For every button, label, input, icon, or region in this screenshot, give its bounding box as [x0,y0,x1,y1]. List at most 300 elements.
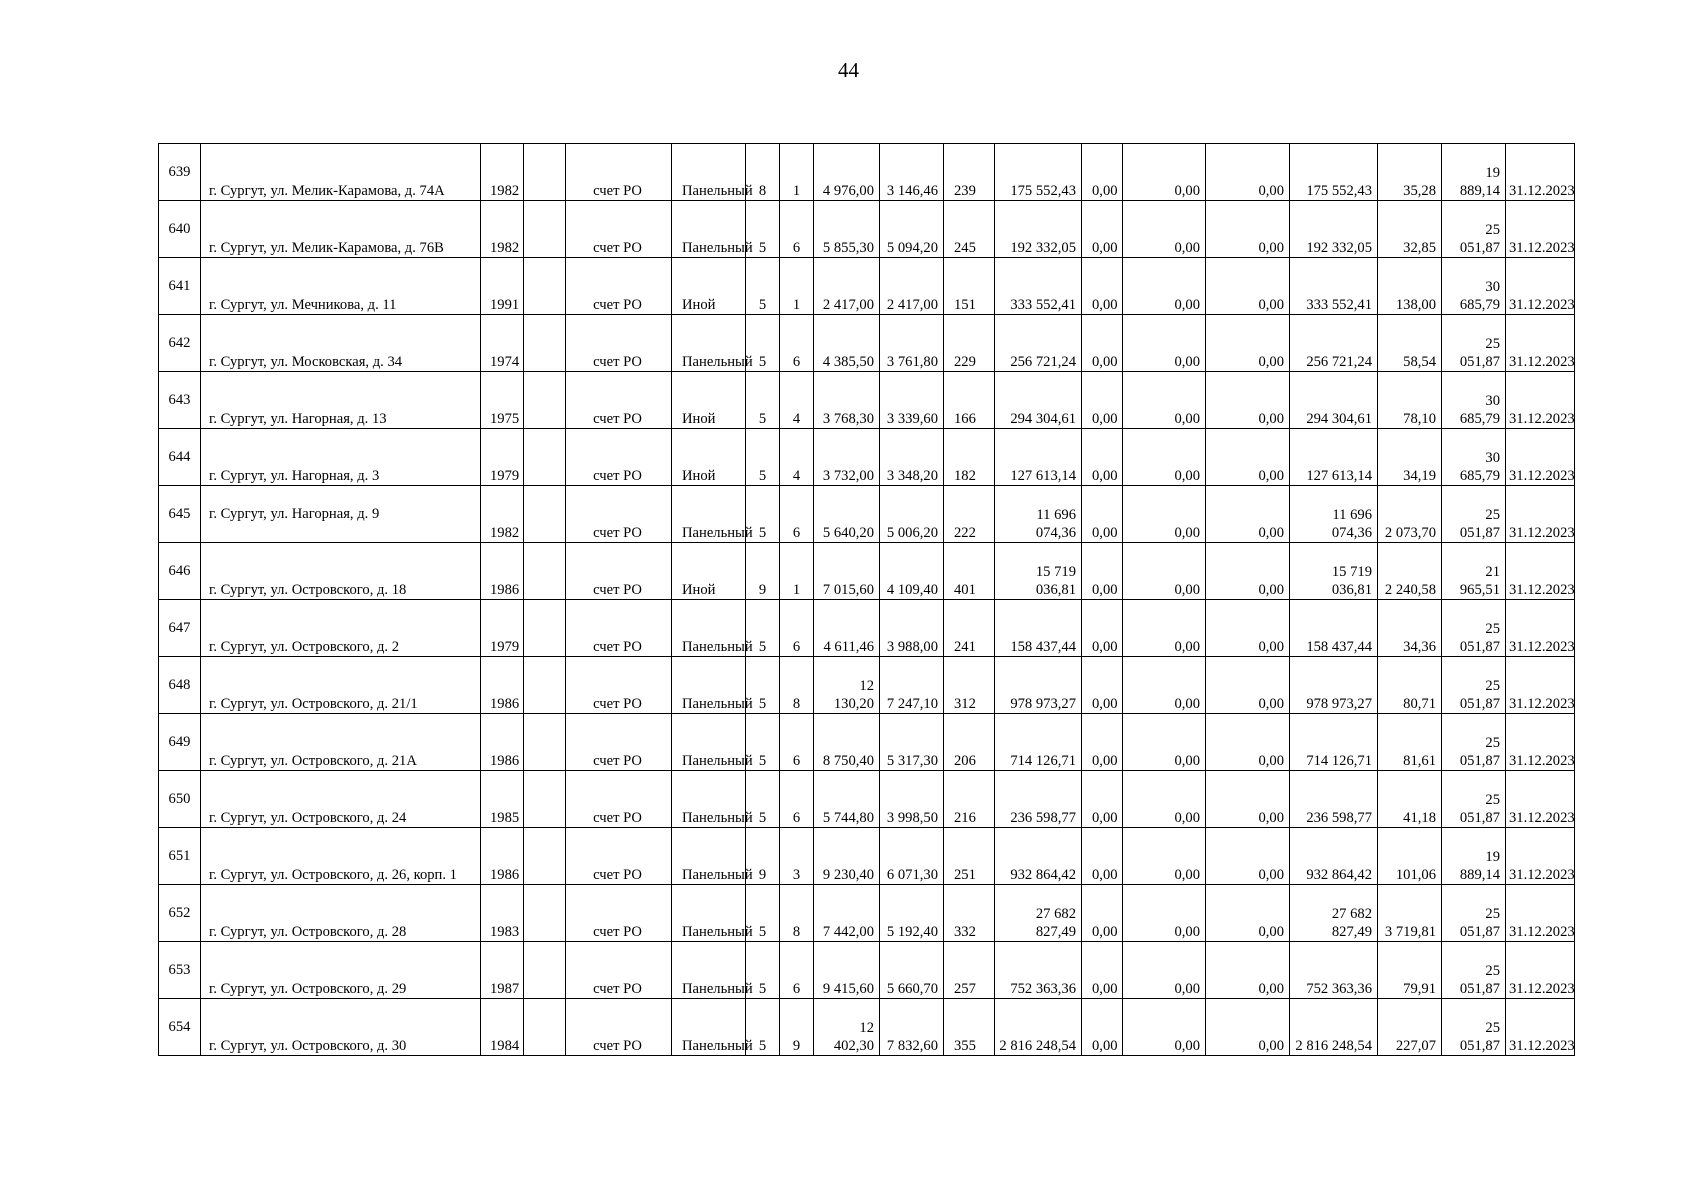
completion-date-cell: 31.12.2023 [1506,999,1575,1056]
fund-source-3-cell: 0,00 [1206,657,1290,714]
total-area-cell: 5 640,20 [814,486,880,543]
fund-source-3-cell: 0,00 [1206,486,1290,543]
account-cell: счет РО [566,429,672,486]
wall-material-cell: Иной [672,429,746,486]
entrances-cell: 1 [780,144,814,201]
cost-per-m2-cell: 78,10 [1378,372,1442,429]
fund-source-1-cell: 0,00 [1082,885,1123,942]
total-cost-cell: 15 719 036,81 [995,543,1082,600]
year-cell: 1982 [481,144,524,201]
floors-cell: 5 [746,201,780,258]
empty-cell [524,201,566,258]
entrances-cell: 6 [780,201,814,258]
empty-cell [524,771,566,828]
fund-source-4-cell: 256 721,24 [1290,315,1378,372]
fund-source-2-cell: 0,00 [1123,657,1206,714]
fund-source-3-cell: 0,00 [1206,429,1290,486]
fund-source-2-cell: 0,00 [1123,315,1206,372]
cost-per-m2-cell: 32,85 [1378,201,1442,258]
max-cost-cell: 19 889,14 [1442,828,1506,885]
table-row [159,999,1575,1056]
fund-source-2-cell: 0,00 [1123,543,1206,600]
residents-cell: 355 [944,999,995,1056]
living-area-cell: 3 761,80 [880,315,944,372]
fund-source-1-cell: 0,00 [1082,144,1123,201]
living-area-cell: 5 317,30 [880,714,944,771]
empty-cell [524,999,566,1056]
living-area-cell: 7 247,10 [880,657,944,714]
empty-cell [524,315,566,372]
account-cell: счет РО [566,657,672,714]
cost-per-m2-cell: 2 240,58 [1378,543,1442,600]
row-number-cell: 654 [159,999,201,1056]
fund-source-4-cell: 158 437,44 [1290,600,1378,657]
fund-source-4-cell: 978 973,27 [1290,657,1378,714]
cost-per-m2-cell: 227,07 [1378,999,1442,1056]
fund-source-2-cell: 0,00 [1123,828,1206,885]
total-cost-cell: 752 363,36 [995,942,1082,999]
page-number: 44 [838,58,859,82]
empty-cell [524,657,566,714]
row-number-cell: 642 [159,315,201,372]
address-cell: г. Сургут, ул. Нагорная, д. 13 [201,372,481,429]
residents-cell: 332 [944,885,995,942]
fund-source-4-cell: 127 613,14 [1290,429,1378,486]
fund-source-3-cell: 0,00 [1206,144,1290,201]
row-number-cell: 645 [159,486,201,543]
entrances-cell: 9 [780,999,814,1056]
row-number-cell: 644 [159,429,201,486]
year-cell: 1986 [481,714,524,771]
address-cell: г. Сургут, ул. Островского, д. 26, корп. 1 [201,828,481,885]
row-number-cell: 643 [159,372,201,429]
entrances-cell: 8 [780,885,814,942]
year-cell: 1982 [481,486,524,543]
cost-per-m2-cell: 35,28 [1378,144,1442,201]
empty-cell [524,429,566,486]
account-cell: счет РО [566,828,672,885]
empty-cell [524,942,566,999]
fund-source-3-cell: 0,00 [1206,999,1290,1056]
wall-material-cell: Панельный [672,771,746,828]
completion-date-cell: 31.12.2023 [1506,657,1575,714]
fund-source-2-cell: 0,00 [1123,714,1206,771]
max-cost-cell: 25 051,87 [1442,771,1506,828]
fund-source-3-cell: 0,00 [1206,885,1290,942]
fund-source-3-cell: 0,00 [1206,600,1290,657]
row-number-cell: 653 [159,942,201,999]
fund-source-1-cell: 0,00 [1082,258,1123,315]
fund-source-2-cell: 0,00 [1123,999,1206,1056]
max-cost-cell: 25 051,87 [1442,942,1506,999]
total-cost-cell: 236 598,77 [995,771,1082,828]
completion-date-cell: 31.12.2023 [1506,429,1575,486]
account-cell: счет РО [566,771,672,828]
floors-cell: 5 [746,999,780,1056]
wall-material-cell: Панельный [672,828,746,885]
fund-source-1-cell: 0,00 [1082,372,1123,429]
year-cell: 1986 [481,543,524,600]
completion-date-cell: 31.12.2023 [1506,144,1575,201]
residents-cell: 166 [944,372,995,429]
floors-cell: 5 [746,657,780,714]
wall-material-cell: Панельный [672,201,746,258]
max-cost-cell: 21 965,51 [1442,543,1506,600]
fund-source-1-cell: 0,00 [1082,714,1123,771]
living-area-cell: 3 998,50 [880,771,944,828]
account-cell: счет РО [566,714,672,771]
row-number-cell: 639 [159,144,201,201]
year-cell: 1987 [481,942,524,999]
living-area-cell: 7 832,60 [880,999,944,1056]
completion-date-cell: 31.12.2023 [1506,486,1575,543]
entrances-cell: 6 [780,315,814,372]
fund-source-4-cell: 175 552,43 [1290,144,1378,201]
address-cell: г. Сургут, ул. Мелик-Карамова, д. 76В [201,201,481,258]
account-cell: счет РО [566,201,672,258]
entrances-cell: 6 [780,714,814,771]
fund-source-1-cell: 0,00 [1082,942,1123,999]
max-cost-cell: 25 051,87 [1442,201,1506,258]
fund-source-3-cell: 0,00 [1206,315,1290,372]
entrances-cell: 6 [780,771,814,828]
fund-source-2-cell: 0,00 [1123,486,1206,543]
floors-cell: 5 [746,714,780,771]
residents-cell: 251 [944,828,995,885]
fund-source-4-cell: 11 696 074,36 [1290,486,1378,543]
address-cell: г. Сургут, ул. Островского, д. 21/1 [201,657,481,714]
table-row [159,429,1575,486]
table-row [159,885,1575,942]
total-area-cell: 3 732,00 [814,429,880,486]
living-area-cell: 3 146,46 [880,144,944,201]
max-cost-cell: 25 051,87 [1442,657,1506,714]
address-cell: г. Сургут, ул. Мечникова, д. 11 [201,258,481,315]
row-number-cell: 646 [159,543,201,600]
fund-source-4-cell: 752 363,36 [1290,942,1378,999]
address-cell: г. Сургут, ул. Нагорная, д. 9 [201,486,481,543]
residents-cell: 229 [944,315,995,372]
residents-cell: 257 [944,942,995,999]
row-number-cell: 640 [159,201,201,258]
address-cell: г. Сургут, ул. Островского, д. 24 [201,771,481,828]
residents-cell: 245 [944,201,995,258]
living-area-cell: 5 660,70 [880,942,944,999]
total-cost-cell: 27 682 827,49 [995,885,1082,942]
fund-source-2-cell: 0,00 [1123,144,1206,201]
total-cost-cell: 333 552,41 [995,258,1082,315]
residents-cell: 239 [944,144,995,201]
cost-per-m2-cell: 80,71 [1378,657,1442,714]
max-cost-cell: 25 051,87 [1442,315,1506,372]
total-cost-cell: 256 721,24 [995,315,1082,372]
total-cost-cell: 714 126,71 [995,714,1082,771]
address-cell: г. Сургут, ул. Островского, д. 21А [201,714,481,771]
fund-source-4-cell: 15 719 036,81 [1290,543,1378,600]
empty-cell [524,144,566,201]
total-cost-cell: 978 973,27 [995,657,1082,714]
completion-date-cell: 31.12.2023 [1506,372,1575,429]
table-row [159,144,1575,201]
completion-date-cell: 31.12.2023 [1506,258,1575,315]
entrances-cell: 1 [780,258,814,315]
fund-source-2-cell: 0,00 [1123,771,1206,828]
total-area-cell: 4 385,50 [814,315,880,372]
max-cost-cell: 25 051,87 [1442,885,1506,942]
account-cell: счет РО [566,372,672,429]
living-area-cell: 5 006,20 [880,486,944,543]
fund-source-1-cell: 0,00 [1082,429,1123,486]
account-cell: счет РО [566,543,672,600]
total-cost-cell: 11 696 074,36 [995,486,1082,543]
fund-source-1-cell: 0,00 [1082,999,1123,1056]
table-row [159,258,1575,315]
living-area-cell: 3 988,00 [880,600,944,657]
year-cell: 1991 [481,258,524,315]
cost-per-m2-cell: 34,19 [1378,429,1442,486]
total-cost-cell: 294 304,61 [995,372,1082,429]
floors-cell: 5 [746,486,780,543]
total-cost-cell: 2 816 248,54 [995,999,1082,1056]
total-area-cell: 7 015,60 [814,543,880,600]
fund-source-3-cell: 0,00 [1206,543,1290,600]
address-cell: г. Сургут, ул. Московская, д. 34 [201,315,481,372]
row-number-cell: 641 [159,258,201,315]
wall-material-cell: Панельный [672,999,746,1056]
floors-cell: 5 [746,429,780,486]
empty-cell [524,372,566,429]
floors-cell: 5 [746,771,780,828]
total-cost-cell: 127 613,14 [995,429,1082,486]
wall-material-cell: Панельный [672,600,746,657]
max-cost-cell: 25 051,87 [1442,714,1506,771]
cost-per-m2-cell: 3 719,81 [1378,885,1442,942]
wall-material-cell: Панельный [672,885,746,942]
account-cell: счет РО [566,144,672,201]
account-cell: счет РО [566,885,672,942]
year-cell: 1983 [481,885,524,942]
entrances-cell: 1 [780,543,814,600]
max-cost-cell: 30 685,79 [1442,258,1506,315]
row-number-cell: 649 [159,714,201,771]
entrances-cell: 6 [780,942,814,999]
fund-source-4-cell: 27 682 827,49 [1290,885,1378,942]
cost-per-m2-cell: 2 073,70 [1378,486,1442,543]
empty-cell [524,486,566,543]
total-area-cell: 9 230,40 [814,828,880,885]
completion-date-cell: 31.12.2023 [1506,201,1575,258]
living-area-cell: 5 192,40 [880,885,944,942]
cost-per-m2-cell: 58,54 [1378,315,1442,372]
completion-date-cell: 31.12.2023 [1506,771,1575,828]
total-cost-cell: 158 437,44 [995,600,1082,657]
row-number-cell: 652 [159,885,201,942]
wall-material-cell: Панельный [672,144,746,201]
fund-source-4-cell: 236 598,77 [1290,771,1378,828]
living-area-cell: 2 417,00 [880,258,944,315]
address-cell: г. Сургут, ул. Нагорная, д. 3 [201,429,481,486]
living-area-cell: 4 109,40 [880,543,944,600]
address-cell: г. Сургут, ул. Мелик-Карамова, д. 74А [201,144,481,201]
total-cost-cell: 175 552,43 [995,144,1082,201]
table-row [159,714,1575,771]
table-row [159,828,1575,885]
completion-date-cell: 31.12.2023 [1506,942,1575,999]
address-cell: г. Сургут, ул. Островского, д. 29 [201,942,481,999]
wall-material-cell: Иной [672,372,746,429]
residents-cell: 241 [944,600,995,657]
completion-date-cell: 31.12.2023 [1506,600,1575,657]
account-cell: счет РО [566,999,672,1056]
residents-cell: 151 [944,258,995,315]
max-cost-cell: 25 051,87 [1442,600,1506,657]
fund-source-4-cell: 714 126,71 [1290,714,1378,771]
account-cell: счет РО [566,486,672,543]
row-number-cell: 648 [159,657,201,714]
living-area-cell: 3 348,20 [880,429,944,486]
year-cell: 1985 [481,771,524,828]
cost-per-m2-cell: 81,61 [1378,714,1442,771]
fund-source-2-cell: 0,00 [1123,201,1206,258]
floors-cell: 5 [746,942,780,999]
total-cost-cell: 932 864,42 [995,828,1082,885]
total-area-cell: 2 417,00 [814,258,880,315]
account-cell: счет РО [566,315,672,372]
total-area-cell: 9 415,60 [814,942,880,999]
floors-cell: 5 [746,372,780,429]
year-cell: 1975 [481,372,524,429]
entrances-cell: 6 [780,486,814,543]
cost-per-m2-cell: 34,36 [1378,600,1442,657]
year-cell: 1979 [481,600,524,657]
entrances-cell: 4 [780,372,814,429]
year-cell: 1984 [481,999,524,1056]
fund-source-2-cell: 0,00 [1123,258,1206,315]
empty-cell [524,258,566,315]
fund-source-4-cell: 192 332,05 [1290,201,1378,258]
floors-cell: 9 [746,828,780,885]
total-area-cell: 3 768,30 [814,372,880,429]
fund-source-4-cell: 294 304,61 [1290,372,1378,429]
wall-material-cell: Панельный [672,942,746,999]
year-cell: 1974 [481,315,524,372]
fund-source-2-cell: 0,00 [1123,600,1206,657]
table-row [159,771,1575,828]
table-row [159,201,1575,258]
wall-material-cell: Панельный [672,315,746,372]
year-cell: 1982 [481,201,524,258]
fund-source-1-cell: 0,00 [1082,600,1123,657]
living-area-cell: 3 339,60 [880,372,944,429]
fund-source-2-cell: 0,00 [1123,885,1206,942]
wall-material-cell: Иной [672,543,746,600]
residents-cell: 182 [944,429,995,486]
address-cell: г. Сургут, ул. Островского, д. 18 [201,543,481,600]
completion-date-cell: 31.12.2023 [1506,885,1575,942]
fund-source-2-cell: 0,00 [1123,429,1206,486]
fund-source-3-cell: 0,00 [1206,714,1290,771]
residents-cell: 216 [944,771,995,828]
max-cost-cell: 30 685,79 [1442,372,1506,429]
fund-source-3-cell: 0,00 [1206,942,1290,999]
max-cost-cell: 25 051,87 [1442,999,1506,1056]
fund-source-3-cell: 0,00 [1206,828,1290,885]
entrances-cell: 4 [780,429,814,486]
cost-per-m2-cell: 79,91 [1378,942,1442,999]
total-area-cell: 4 976,00 [814,144,880,201]
residents-cell: 401 [944,543,995,600]
fund-source-1-cell: 0,00 [1082,486,1123,543]
year-cell: 1986 [481,657,524,714]
empty-cell [524,714,566,771]
fund-source-3-cell: 0,00 [1206,771,1290,828]
address-cell: г. Сургут, ул. Островского, д. 28 [201,885,481,942]
fund-source-3-cell: 0,00 [1206,201,1290,258]
account-cell: счет РО [566,600,672,657]
total-area-cell: 12 130,20 [814,657,880,714]
wall-material-cell: Панельный [672,657,746,714]
total-area-cell: 12 402,30 [814,999,880,1056]
living-area-cell: 5 094,20 [880,201,944,258]
floors-cell: 5 [746,315,780,372]
floors-cell: 5 [746,600,780,657]
max-cost-cell: 19 889,14 [1442,144,1506,201]
wall-material-cell: Панельный [672,486,746,543]
completion-date-cell: 31.12.2023 [1506,714,1575,771]
housing-registry-table [158,143,1575,1056]
empty-cell [524,885,566,942]
account-cell: счет РО [566,258,672,315]
fund-source-2-cell: 0,00 [1123,942,1206,999]
empty-cell [524,543,566,600]
cost-per-m2-cell: 41,18 [1378,771,1442,828]
address-cell: г. Сургут, ул. Островского, д. 2 [201,600,481,657]
table-row [159,657,1575,714]
entrances-cell: 6 [780,600,814,657]
floors-cell: 9 [746,543,780,600]
total-area-cell: 7 442,00 [814,885,880,942]
max-cost-cell: 30 685,79 [1442,429,1506,486]
table-row [159,942,1575,999]
row-number-cell: 651 [159,828,201,885]
floors-cell: 8 [746,144,780,201]
wall-material-cell: Иной [672,258,746,315]
cost-per-m2-cell: 101,06 [1378,828,1442,885]
total-area-cell: 4 611,46 [814,600,880,657]
table-row [159,315,1575,372]
fund-source-4-cell: 333 552,41 [1290,258,1378,315]
wall-material-cell: Панельный [672,714,746,771]
table-body [159,144,1575,1056]
living-area-cell: 6 071,30 [880,828,944,885]
residents-cell: 206 [944,714,995,771]
fund-source-2-cell: 0,00 [1123,372,1206,429]
table-row [159,600,1575,657]
year-cell: 1986 [481,828,524,885]
fund-source-1-cell: 0,00 [1082,828,1123,885]
table-row [159,486,1575,543]
fund-source-1-cell: 0,00 [1082,657,1123,714]
fund-source-4-cell: 2 816 248,54 [1290,999,1378,1056]
total-area-cell: 5 744,80 [814,771,880,828]
fund-source-3-cell: 0,00 [1206,372,1290,429]
max-cost-cell: 25 051,87 [1442,486,1506,543]
total-cost-cell: 192 332,05 [995,201,1082,258]
empty-cell [524,600,566,657]
completion-date-cell: 31.12.2023 [1506,543,1575,600]
fund-source-4-cell: 932 864,42 [1290,828,1378,885]
total-area-cell: 5 855,30 [814,201,880,258]
